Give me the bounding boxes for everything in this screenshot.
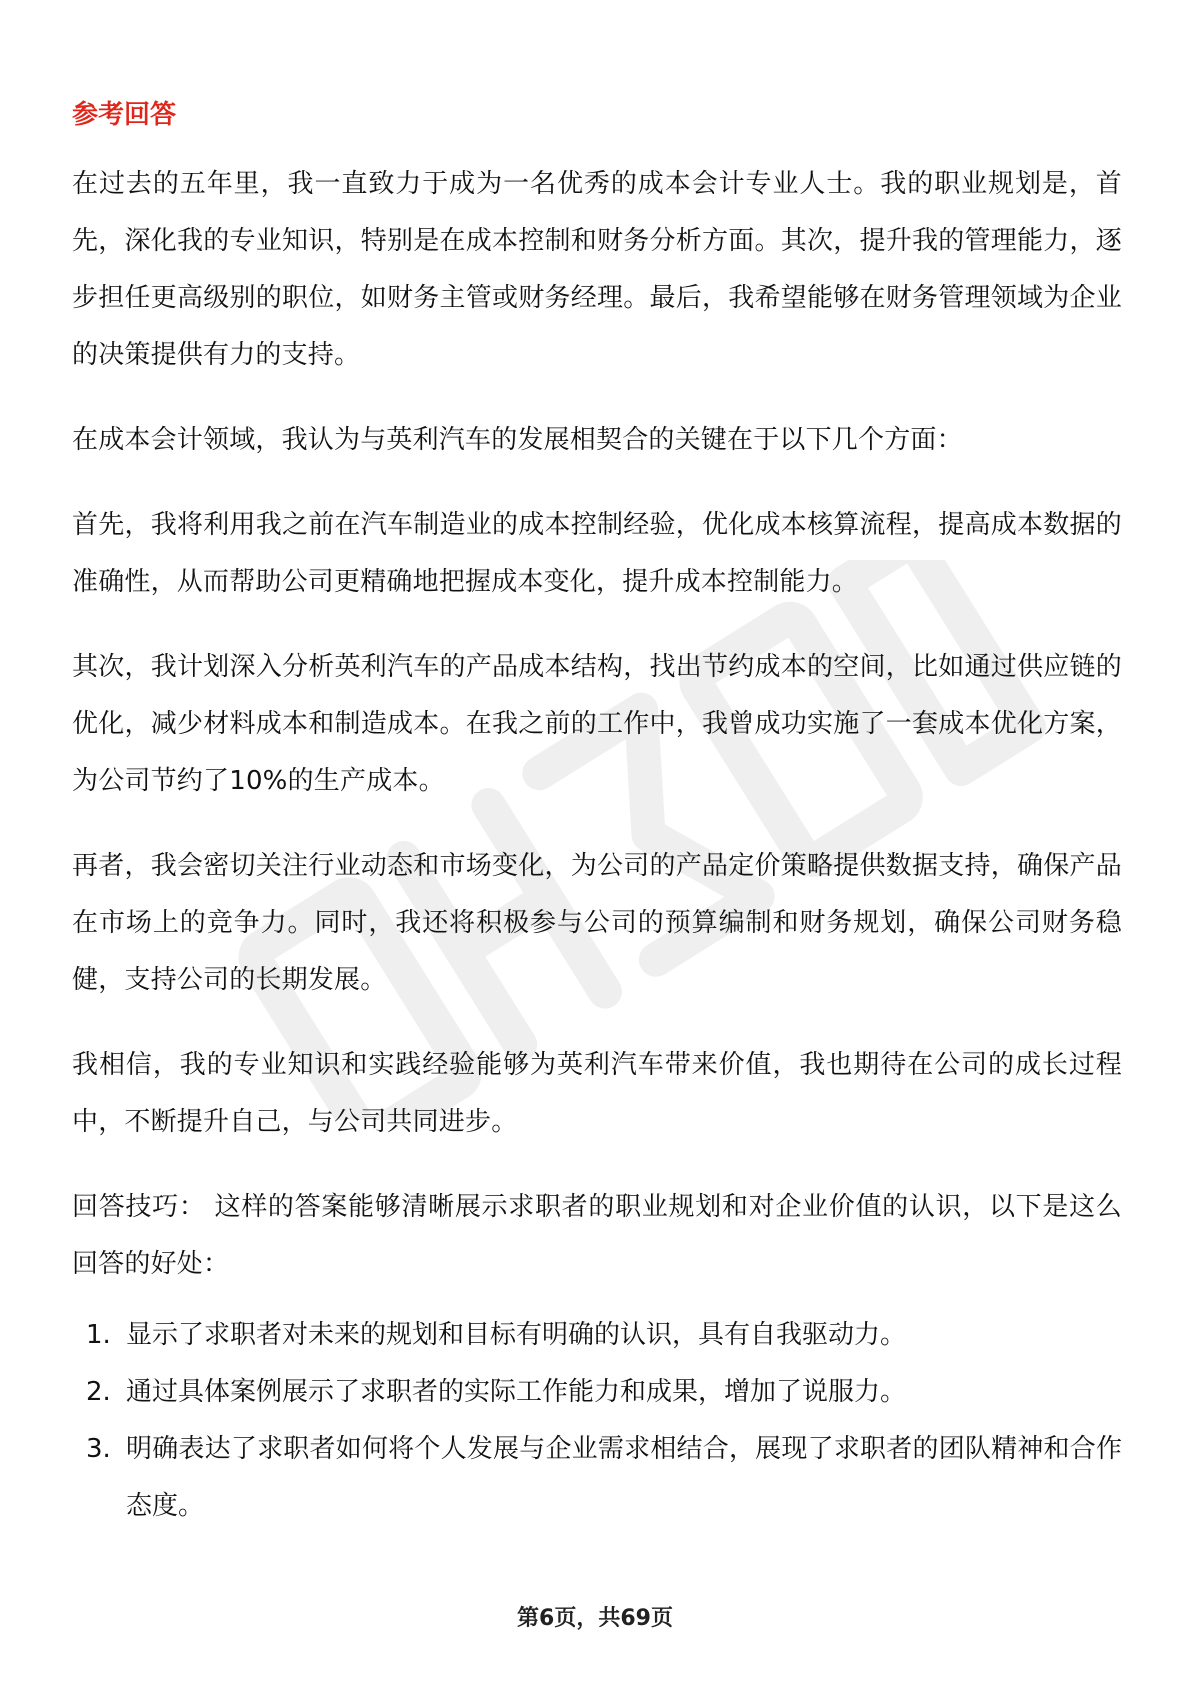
- tips-list: [72, 1307, 1122, 1535]
- list-item-number: 1.: [86, 1320, 111, 1350]
- list-item-number: 3.: [86, 1434, 111, 1464]
- paragraph: 首先，我将利用我之前在汽车制造业的成本控制经验，优化成本核算流程，提高成本数据的准确性，从而帮助公司更精确地把握成本变化，提升成本控制能力。: [72, 510, 1122, 597]
- paragraph: 我相信，我的专业知识和实践经验能够为英利汽车带来价值，我也期待在公司的成长过程中，不断提升自己，与公司共同进步。: [72, 1050, 1122, 1137]
- list-item-text: 通过具体案例展示了求职者的实际工作能力和成果，增加了说服力。: [126, 1377, 907, 1407]
- list-item-text: 显示了求职者对未来的规划和目标有明确的认识，具有自我驱动力。: [126, 1320, 907, 1350]
- list-item: [72, 1307, 1122, 1364]
- section-title: 参考回答: [72, 100, 177, 130]
- paragraph: 其次，我计划深入分析英利汽车的产品成本结构，找出节约成本的空间，比如通过供应链的优化，减少材料成本和制造成本。在我之前的工作中，我曾成功实施了一套成本优化方案，为公司节约了10%的生产成本。: [72, 652, 1122, 796]
- paragraph: 在成本会计领域，我认为与英利汽车的发展相契合的关键在于以下几个方面：: [72, 425, 963, 455]
- page-number-footer: 第6页，共69页: [517, 1606, 673, 1631]
- list-item: [72, 1421, 1122, 1535]
- list-item: [72, 1364, 1122, 1421]
- answer-tips-intro: 回答技巧： 这样的答案能够清晰展示求职者的职业规划和对企业价值的认识，以下是这么回答的好处：: [72, 1192, 1123, 1279]
- list-item-number: 2.: [86, 1377, 111, 1407]
- document-body: [72, 92, 1122, 1535]
- paragraph: 在过去的五年里，我一直致力于成为一名优秀的成本会计专业人士。我的职业规划是，首先，深化我的专业知识，特别是在成本控制和财务分析方面。其次，提升我的管理能力，逐步担任更高级别的职位，如财务主管或财务经理。最后，我希望能够在财务管理领域为企业的决策提供有力的支持。: [72, 169, 1122, 370]
- paragraph: 再者，我会密切关注行业动态和市场变化，为公司的产品定价策略提供数据支持，确保产品在市场上的竞争力。同时，我还将积极参与公司的预算编制和财务规划，确保公司财务稳健，支持公司的长期发展。: [72, 851, 1122, 995]
- list-item-text: 明确表达了求职者如何将个人发展与企业需求相结合，展现了求职者的团队精神和合作态度。: [126, 1434, 1122, 1521]
